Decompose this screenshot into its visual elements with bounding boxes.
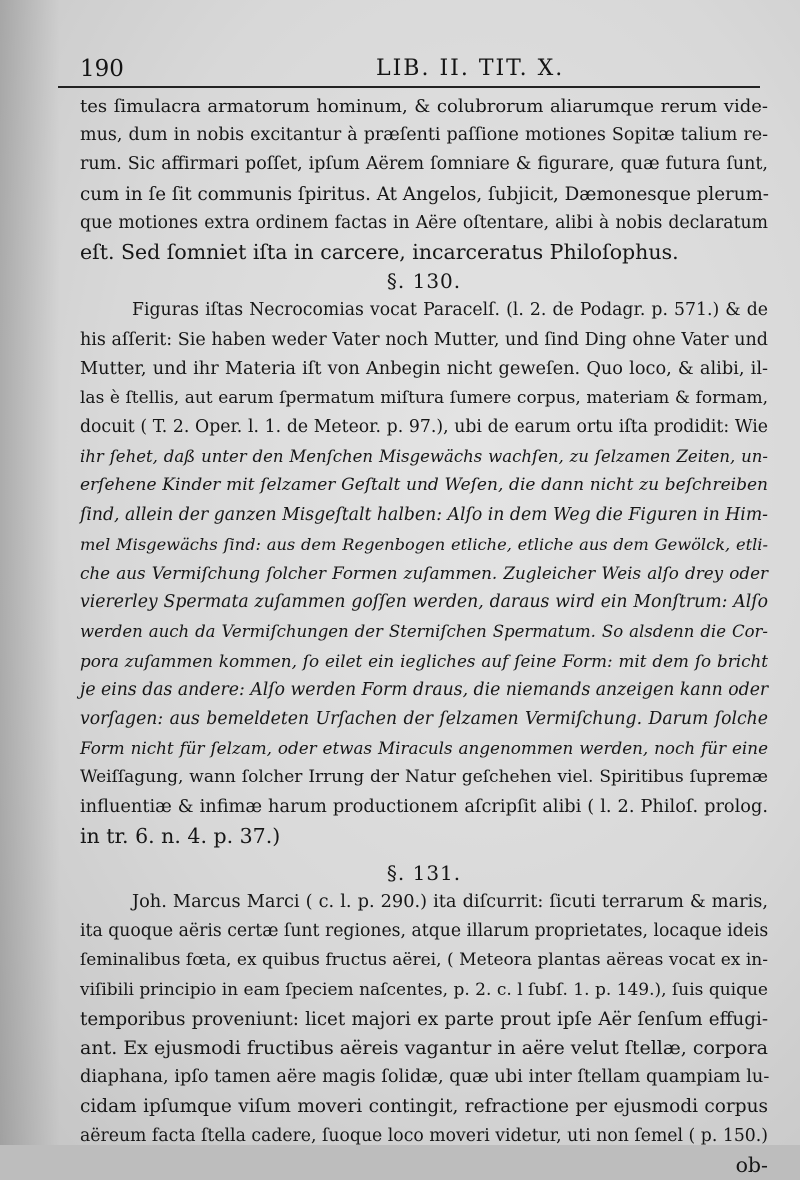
page-content	[80, 92, 768, 1180]
text-line: Figuras iſtas Necrocomias vocat Paracelſ. (l. 2. de Podagr. p. 571.) & de	[132, 300, 768, 321]
text-line: ſeminalibus fœta, ex quibus fructus aërei, ( Meteora plantas aëreas vocat ex in-	[80, 950, 768, 971]
text-line: Mutter, und ihr Materia iſt von Anbegin nicht geweſen. Quo loco, & alibi, il-	[80, 358, 768, 379]
section-heading-131: §. 131.	[386, 860, 462, 885]
text-line: Weiſſagung, wann ſolcher Irrung der Natur geſchehen viel. Spiritibus ſupremæ	[80, 767, 768, 788]
page-header	[58, 52, 760, 88]
opening-paragraph	[80, 92, 768, 267]
running-head: LIB. II. TIT. X.	[376, 56, 565, 81]
text-line: aëreum facta ſtella cadere, ſuoque loco moveri videtur, uti non ſemel ( p. 150.)	[80, 1125, 768, 1146]
section-130-paragraph	[80, 296, 768, 851]
text-line: werden auch da Vermiſchungen der Sterniſchen Spermatum. So alsdenn die Cor-	[80, 622, 768, 642]
text-line: erſehene Kinder mit ſelzamer Geſtalt und Weſen, die dann nicht zu beſchreiben	[80, 475, 768, 496]
text-line: che aus Vermiſchung ſolcher Formen zuſammen. Zugleicher Weis alſo drey oder	[80, 563, 768, 583]
text-line: tes ſimulacra armatorum hominum, & colubrorum aliarumque rerum vide-	[80, 96, 768, 117]
text-line: ihr ſehet, daß unter den Menſchen Misgewächs wachſen, zu ſelzamen Zeiten, un-	[80, 447, 768, 467]
text-line: Form nicht für ſelzam, oder etwas Miraculs angenommen werden, noch für eine	[80, 738, 768, 759]
text-line: mel Misgewächs ſind: aus dem Regenbogen etliche, etliche aus dem Gewölck, etli-	[80, 534, 768, 554]
text-line: eſt. Sed ſomniet iſta in carcere, incarceratus Philoſophus.	[80, 239, 679, 264]
text-line: cum in ſe ſit communis ſpiritus. At Angelos, ſubjicit, Dæmonesque plerum-	[80, 183, 769, 205]
text-line: ant. Ex ejusmodi fructibus aëreis vagantur in aëre velut ſtellæ, corpora	[80, 1037, 768, 1059]
text-line: cidam ipſumque viſum moveri contingit, refractione per ejusmodi corpus	[80, 1096, 768, 1118]
text-line: mus, dum in nobis excitantur à præſenti paſſione motiones Sopitæ talium re-	[80, 125, 768, 146]
text-line: Joh. Marcus Marci ( c. l. p. 290.) ita diſcurrit: ſicuti terrarum & maris,	[132, 892, 768, 913]
text-line: que motiones extra ordinem factas in Aëre oſtentare, alibi à nobis declaratum	[80, 212, 768, 233]
section-heading-130: §. 130.	[386, 269, 462, 294]
text-line: docuit ( T. 2. Oper. l. 1. de Meteor. p. 97.), ubi de earum ortu iſta prodidit: Wie	[80, 417, 768, 438]
text-line: pora zuſammen kommen, ſo eilet ein iegliches auf ſeine Form: mit dem ſo bricht	[80, 650, 768, 671]
text-line: his aſſerit: Sie haben weder Vater noch Mutter, und ſind Ding ohne Vater und	[80, 329, 768, 350]
text-line: ſind, allein der ganzen Misgeſtalt halben: Alſo in dem Weg die Figuren in Him-	[80, 504, 768, 525]
text-line: viſibili principio in eam ſpeciem naſcentes, p. 2. c. l ſubſ. 1. p. 149.), ſuis quique	[80, 979, 768, 1000]
text-line: viererley Spermata zuſammen goſſen werden, daraus wird ein Monſtrum: Alſo	[80, 592, 768, 613]
text-line: diaphana, ipſo tamen aëre magis ſolidæ, quæ ubi inter ſtellam quampiam lu-	[80, 1067, 770, 1088]
section-131-paragraph	[80, 888, 768, 1180]
text-line: vorſagen: aus bemeldeten Urſachen der ſelzamen Vermiſchung. Darum ſolche	[80, 708, 768, 729]
text-line: las è ſtellis, aut earum ſpermatum miſtura ſumere corpus, materiam & formam,	[80, 387, 768, 408]
text-line: in tr. 6. n. 4. p. 37.)	[80, 823, 281, 848]
text-line: influentiæ & infimæ harum productionem aſcripſit alibi ( l. 2. Philoſ. prolog.	[80, 796, 768, 817]
page-number: 190	[80, 56, 124, 82]
text-line: ita quoque aëris certæ ſunt regiones, atque illarum proprietates, locaque ideis	[80, 921, 769, 942]
text-line: je eins das andere: Alſo werden Form draus, die niemands anzeigen kann oder	[80, 679, 769, 700]
catchword: ob-	[735, 1152, 768, 1177]
text-line: rum. Sic affirmari poſſet, ipſum Aërem ſomniare & figurare, quæ futura ſunt,	[80, 154, 768, 175]
text-line: temporibus proveniunt: licet majori ex parte prout ipſe Aër ſenſum effugi-	[80, 1008, 768, 1030]
